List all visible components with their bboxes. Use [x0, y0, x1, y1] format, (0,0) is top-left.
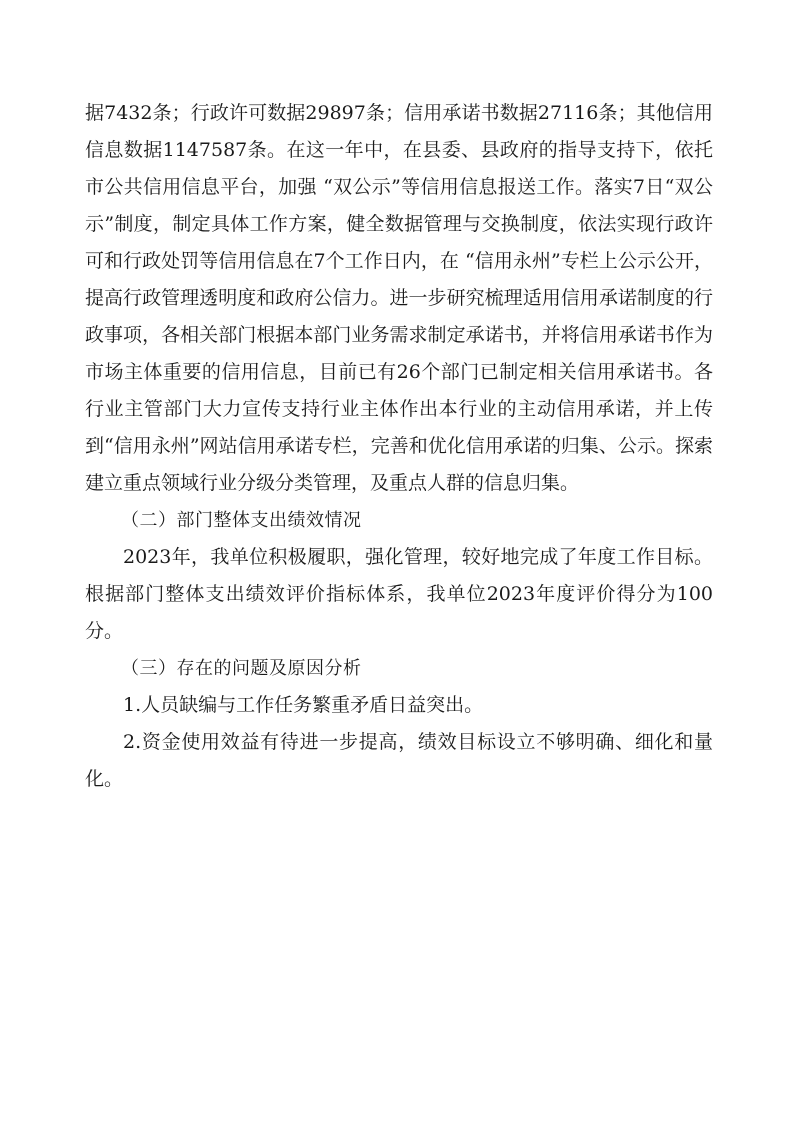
section-heading-performance: （二）部门整体支出绩效情况: [121, 510, 362, 531]
paragraph-credit-info: 据7432条；行政许可数据29897条；信用承诺书数据27116条；其他信用信息数据1147587条。在这一年中，在县委、县政府的指导支持下，依托市公共信用信息平台，加强 “双公示”等信用信息报送工作。落实7日“双公示”制度，制定具体工作方案，健全数据管理与交换制度，依法实现行政许可和行政处罚等信用信息在7个工作日内，在 “信用永州”专栏上公示公开，提高行政管理透明度和政府公信力。进一步研究梳理适用信用承诺制度的行政事项，各相关部门根据本部门业务需求制定承诺书，并将信用承诺书作为市场主体重要的信用信息，目前已有26个部门已制定相关信用承诺书。各行业主管部门大力宣传支持行业主体作出本行业的主动信用承诺，并上传到“信用永州”网站信用承诺专栏，完善和优化信用承诺的归集、公示。探索建立重点领域行业分级分类管理，及重点人群的信息归集。: [85, 102, 713, 494]
document-body: [85, 95, 713, 798]
section-heading-problems: （三）存在的问题及原因分析: [121, 658, 362, 679]
problem-item-2: 2.资金使用效益有待进一步提高，绩效目标设立不够明确、细化和量化。: [85, 731, 713, 790]
paragraph-performance: 2023年，我单位积极履职，强化管理，较好地完成了年度工作目标。根据部门整体支出绩效评价指标体系，我单位2023年度评价得分为100分。: [85, 546, 713, 642]
problem-item-1: 1.人员缺编与工作任务繁重矛盾日益突出。: [123, 694, 484, 716]
